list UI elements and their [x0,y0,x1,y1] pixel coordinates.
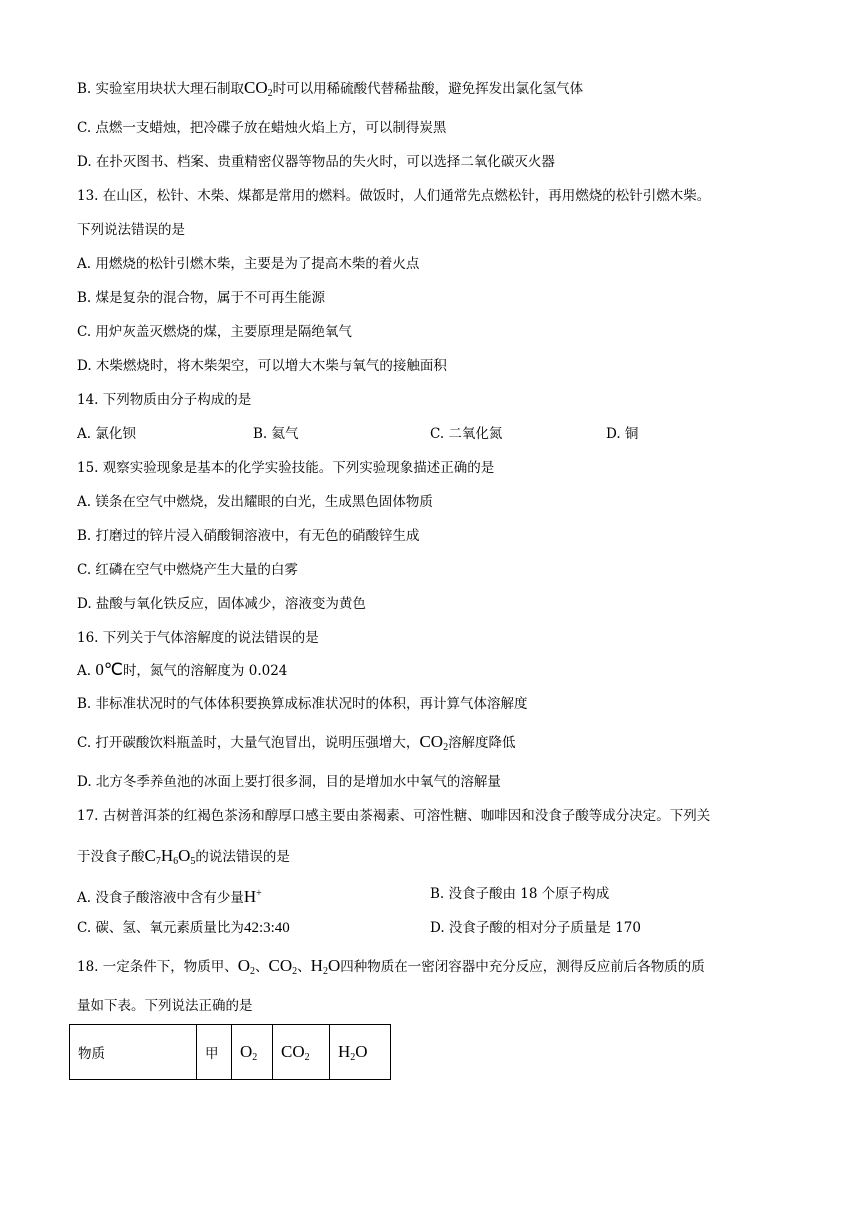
q12-option-d: D. 在扑灭图书、档案、贵重精密仪器等物品的失火时，可以选择二氧化碳灭火器 [77,154,555,170]
q17-option-c: C. 碳、氢、氧元素质量比为42:3:40 [77,920,290,936]
q17-option-a: A. 没食子酸溶液中含有少量H+ [77,887,262,906]
table-cell-jia: 甲 [197,1025,232,1080]
table-cell-o2: $O_2$ [232,1025,273,1080]
q13-option-c: C. 用炉灰盖灭燃烧的煤，主要原理是隔绝氧气 [77,324,352,340]
table-cell-co2: $CO_2$ [273,1025,330,1080]
q14-option-c: C. 二氧化氮 [430,426,503,442]
q18-co2-formula: $CO_2$ [268,956,298,977]
q12-option-b [77,78,583,104]
table-header-cell: 物质 [70,1025,197,1080]
q13-option-a: A. 用燃烧的松针引燃木柴，主要是为了提高木柴的着火点 [77,256,420,272]
q15-option-c: C. 红磷在空气中燃烧产生大量的白雾 [77,562,298,578]
q18-o2-formula: $O_2$ [237,956,256,977]
q16-stem: 16. 下列关于气体溶解度的说法错误的是 [77,630,319,646]
q14-option-a: A. 氯化钡 [77,426,136,442]
q17-stem-line1: 17. 古树普洱茶的红褐色茶汤和醇厚口感主要由茶褐素、可溶性糖、咖啡因和没食子酸等成分决定。下列关 [77,808,711,824]
table-row [70,1025,391,1080]
q15-stem: 15. 观察实验现象是基本的化学实验技能。下列实验现象描述正确的是 [77,460,495,476]
q17-c-ratio: 42:3:40 [243,920,290,936]
q18-data-table [69,1024,391,1080]
q18-stem-line2: 量如下表。下列说法正确的是 [77,998,253,1014]
q14-option-d: D. 铜 [606,426,639,442]
q16-option-c: C. 打开碳酸饮料瓶盖时，大量气泡冒出，说明压强增大，$CO_2$溶解度降低 [77,732,516,753]
q18-h2o-formula: $H_2O$ [310,956,341,977]
q12-b-text-pre: B. 实验室用块状大理石制取 [77,81,245,97]
q16-c-formula: $CO_2$ [419,732,449,753]
q16-option-b: B. 非标准状况时的气体体积要换算成标准状况时的体积，再计算气体溶解度 [77,696,528,712]
q15-option-d: D. 盐酸与氧化铁反应，固体减少，溶液变为黄色 [77,596,366,612]
q13-stem-line2: 下列说法错误的是 [77,222,185,238]
q17-option-d: D. 没食子酸的相对分子质量是 170 [430,920,641,936]
q17-a-ion: H+ [243,887,262,906]
q14-stem: 14. 下列物质由分子构成的是 [77,392,252,408]
q15-option-a: A. 镁条在空气中燃烧，发出耀眼的白光，生成黑色固体物质 [77,494,433,510]
q12-b-text-post: 时可以用稀硫酸代替稀盐酸，避免挥发出氯化氢气体 [272,81,584,97]
q17-stem-line2: 于没食子酸$C_7H_6O_5$的说法错误的是 [77,846,290,867]
q12-option-c: C. 点燃一支蜡烛，把冷碟子放在蜡烛火焰上方，可以制得炭黑 [77,120,447,136]
q13-stem-line1: 13. 在山区，松针、木柴、煤都是常用的燃料。做饭时，人们通常先点燃松针，再用燃烧的松针引燃木柴。 [77,188,711,204]
q16-a-temperature: 0℃ [95,660,123,679]
q12-b-formula: $CO_2$ [244,78,273,99]
q17-formula: $C_7H_6O_5$ [144,846,196,867]
q13-option-d: D. 木柴燃烧时，将木柴架空，可以增大木柴与氧气的接触面积 [77,358,447,374]
q16-option-d: D. 北方冬季养鱼池的冰面上要打很多洞，目的是增加水中氧气的溶解量 [77,774,501,790]
q15-option-b: B. 打磨过的锌片浸入硝酸铜溶液中，有无色的硝酸锌生成 [77,528,420,544]
q16-option-a: A. 0℃时，氮气的溶解度为 0.024 [77,660,288,679]
q13-option-b: B. 煤是复杂的混合物，属于不可再生能源 [77,290,326,306]
q18-stem-line1: 18. 一定条件下，物质甲、$O_2$、$CO_2$、$H_2O$四种物质在一密闭容器中充分反应，测得反应前后各物质的质 [77,956,705,977]
q17-option-b: B. 没食子酸由 18 个原子构成 [430,886,610,902]
q14-option-b: B. 氦气 [253,426,299,442]
table-cell-h2o: $H_2O$ [330,1025,391,1080]
